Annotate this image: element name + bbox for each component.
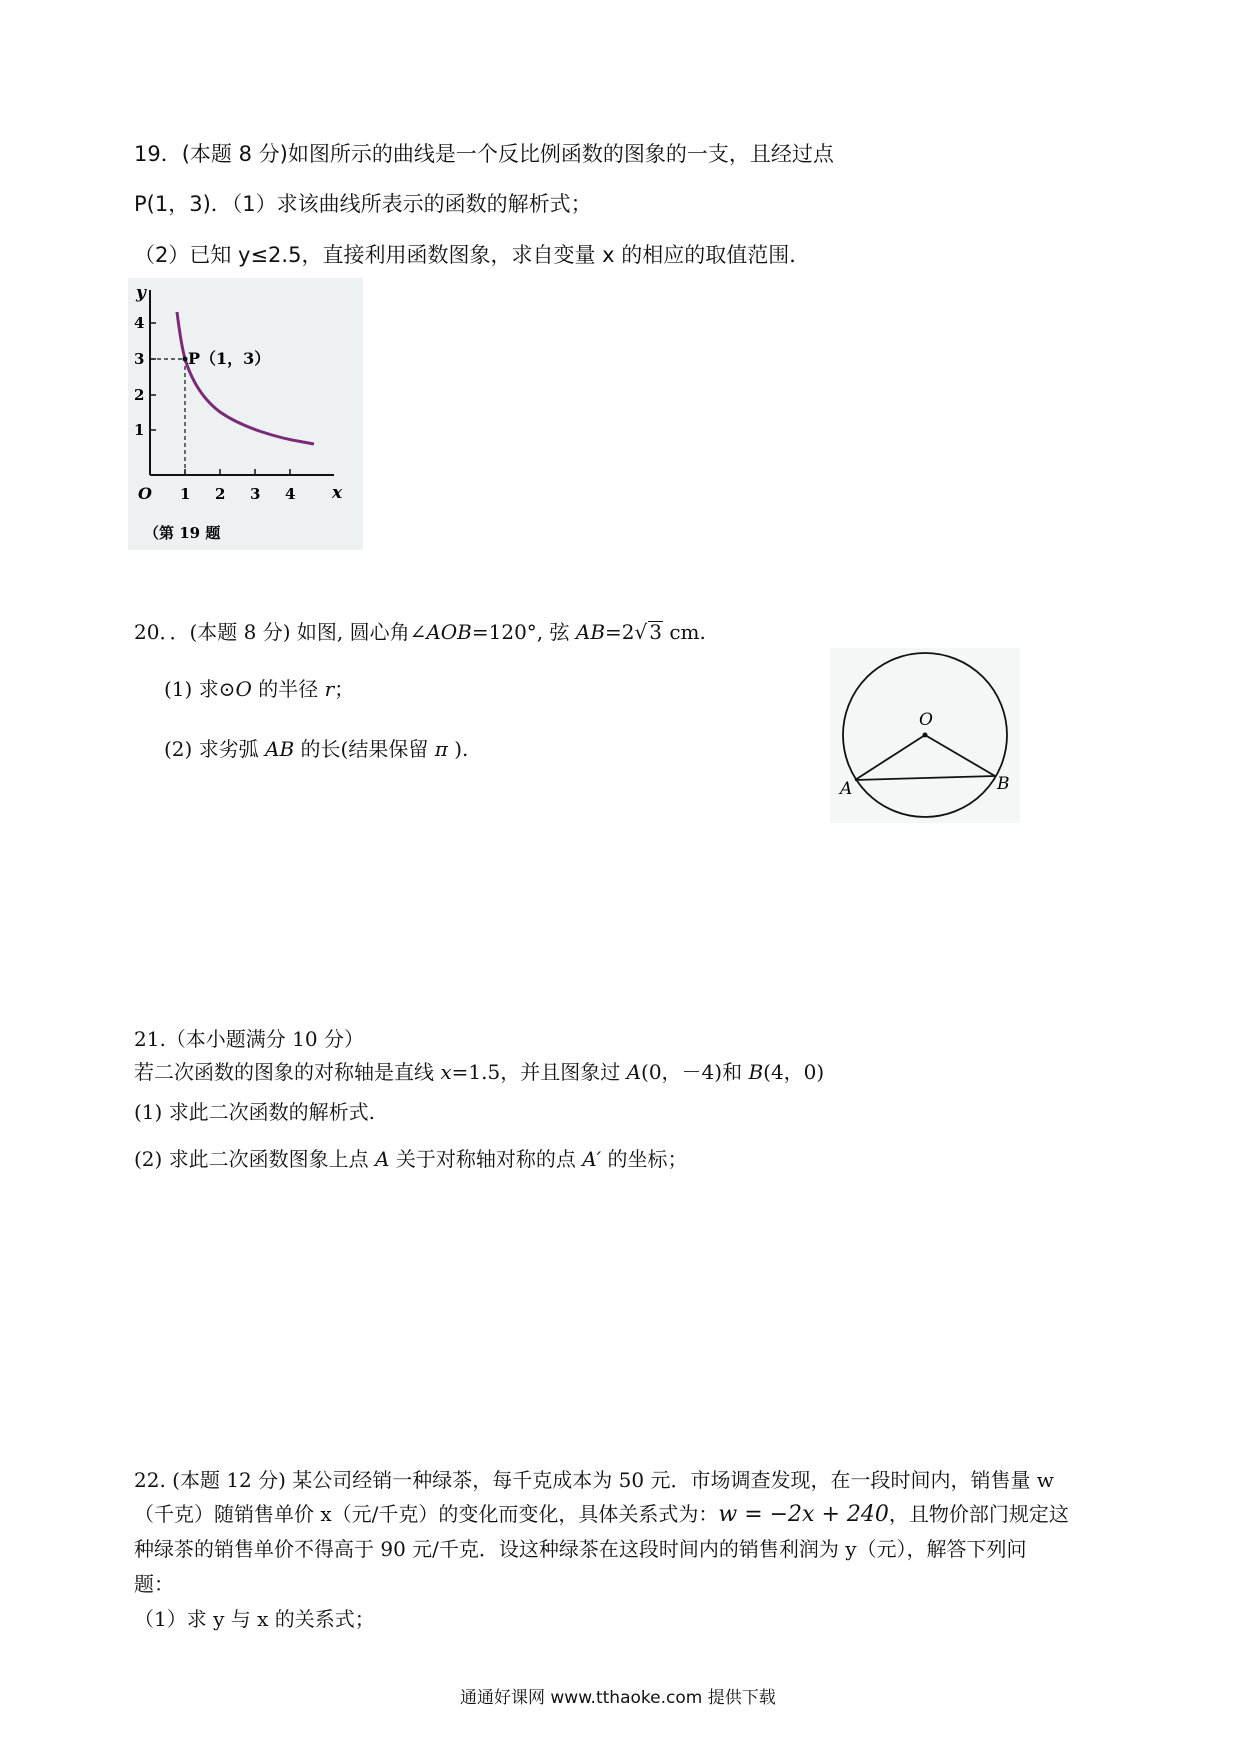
x-tick-4: 4 <box>285 485 296 503</box>
q21-part2: (2) 求此二次函数图象上点 A 关于对称轴对称的点 A′ 的坐标； <box>134 1147 688 1171</box>
figure-caption: （第 19 题 <box>144 524 221 542</box>
q19-figure <box>128 278 363 550</box>
q22-line5: （1）求 y 与 x 的关系式； <box>134 1607 375 1631</box>
q22-line1: 22. (本题 12 分) 某公司经销一种绿茶，每千克成本为 50 元．市场调查发现，在一段时间内，销售量 w <box>134 1468 1054 1492</box>
q20-part1: (1) 求⊙O 的半径 r； <box>164 677 355 701</box>
q22-line2: （千克）随销售单价 x（元/千克）的变化而变化，具体关系式为：w = −2x + 240，且物价部门规定这 <box>134 1502 1069 1527</box>
q21-title: 21.（本小题满分 10 分） <box>134 1027 364 1051</box>
y-tick-2: 2 <box>134 386 145 404</box>
q20-heading: 20．．(本题 8 分) 如图, 圆心角∠AOB=120°, 弦 AB=2√ 3 cm. <box>134 620 706 644</box>
point-p <box>183 357 188 362</box>
page-footer: 通通好课网 www.tthaoke.com 提供下载 <box>460 1688 776 1708</box>
q21-statement: 若二次函数的图象的对称轴是直线 x=1.5，并且图象过 A(0，－4)和 B(4，0) <box>134 1060 825 1084</box>
label-b: B <box>997 774 1010 794</box>
label-o: O <box>919 710 933 730</box>
x-tick-3: 3 <box>250 485 261 503</box>
q22-line4: 题： <box>134 1572 174 1596</box>
q21-part1: (1) 求此二次函数的解析式. <box>134 1100 376 1124</box>
q22-formula: w = −2x + 240 <box>718 1502 889 1527</box>
q20-circle-figure <box>830 648 1020 823</box>
label-a: A <box>840 779 853 799</box>
y-tick-3: 3 <box>134 350 145 368</box>
x-axis-label: x <box>332 483 343 503</box>
x-tick-2: 2 <box>215 485 226 503</box>
y-tick-4: 4 <box>134 314 145 332</box>
y-axis-label: y <box>136 283 146 303</box>
center-point <box>923 733 928 738</box>
q19-line2: P(1，3)．（1）求该曲线所表示的函数的解析式； <box>134 192 592 216</box>
sqrt-radicand: 3 <box>649 620 662 644</box>
q19-line3: （2）已知 y≤2.5，直接利用函数图象，求自变量 x 的相应的取值范围． <box>134 243 811 267</box>
point-p-label: P（1，3） <box>188 349 271 368</box>
origin-label: O <box>138 484 152 503</box>
q20-part2: (2) 求劣弧 AB 的长(结果保留 π ). <box>164 737 469 761</box>
q19-line1: 19．(本题 8 分)如图所示的曲线是一个反比例函数的图象的一支，且经过点 <box>134 142 834 166</box>
x-tick-1: 1 <box>180 485 191 503</box>
q22-line3: 种绿茶的销售单价不得高于 90 元/千克．设这种绿茶在这段时间内的销售利润为 y（元），解答下列问 <box>134 1537 1027 1561</box>
y-tick-1: 1 <box>134 421 145 439</box>
